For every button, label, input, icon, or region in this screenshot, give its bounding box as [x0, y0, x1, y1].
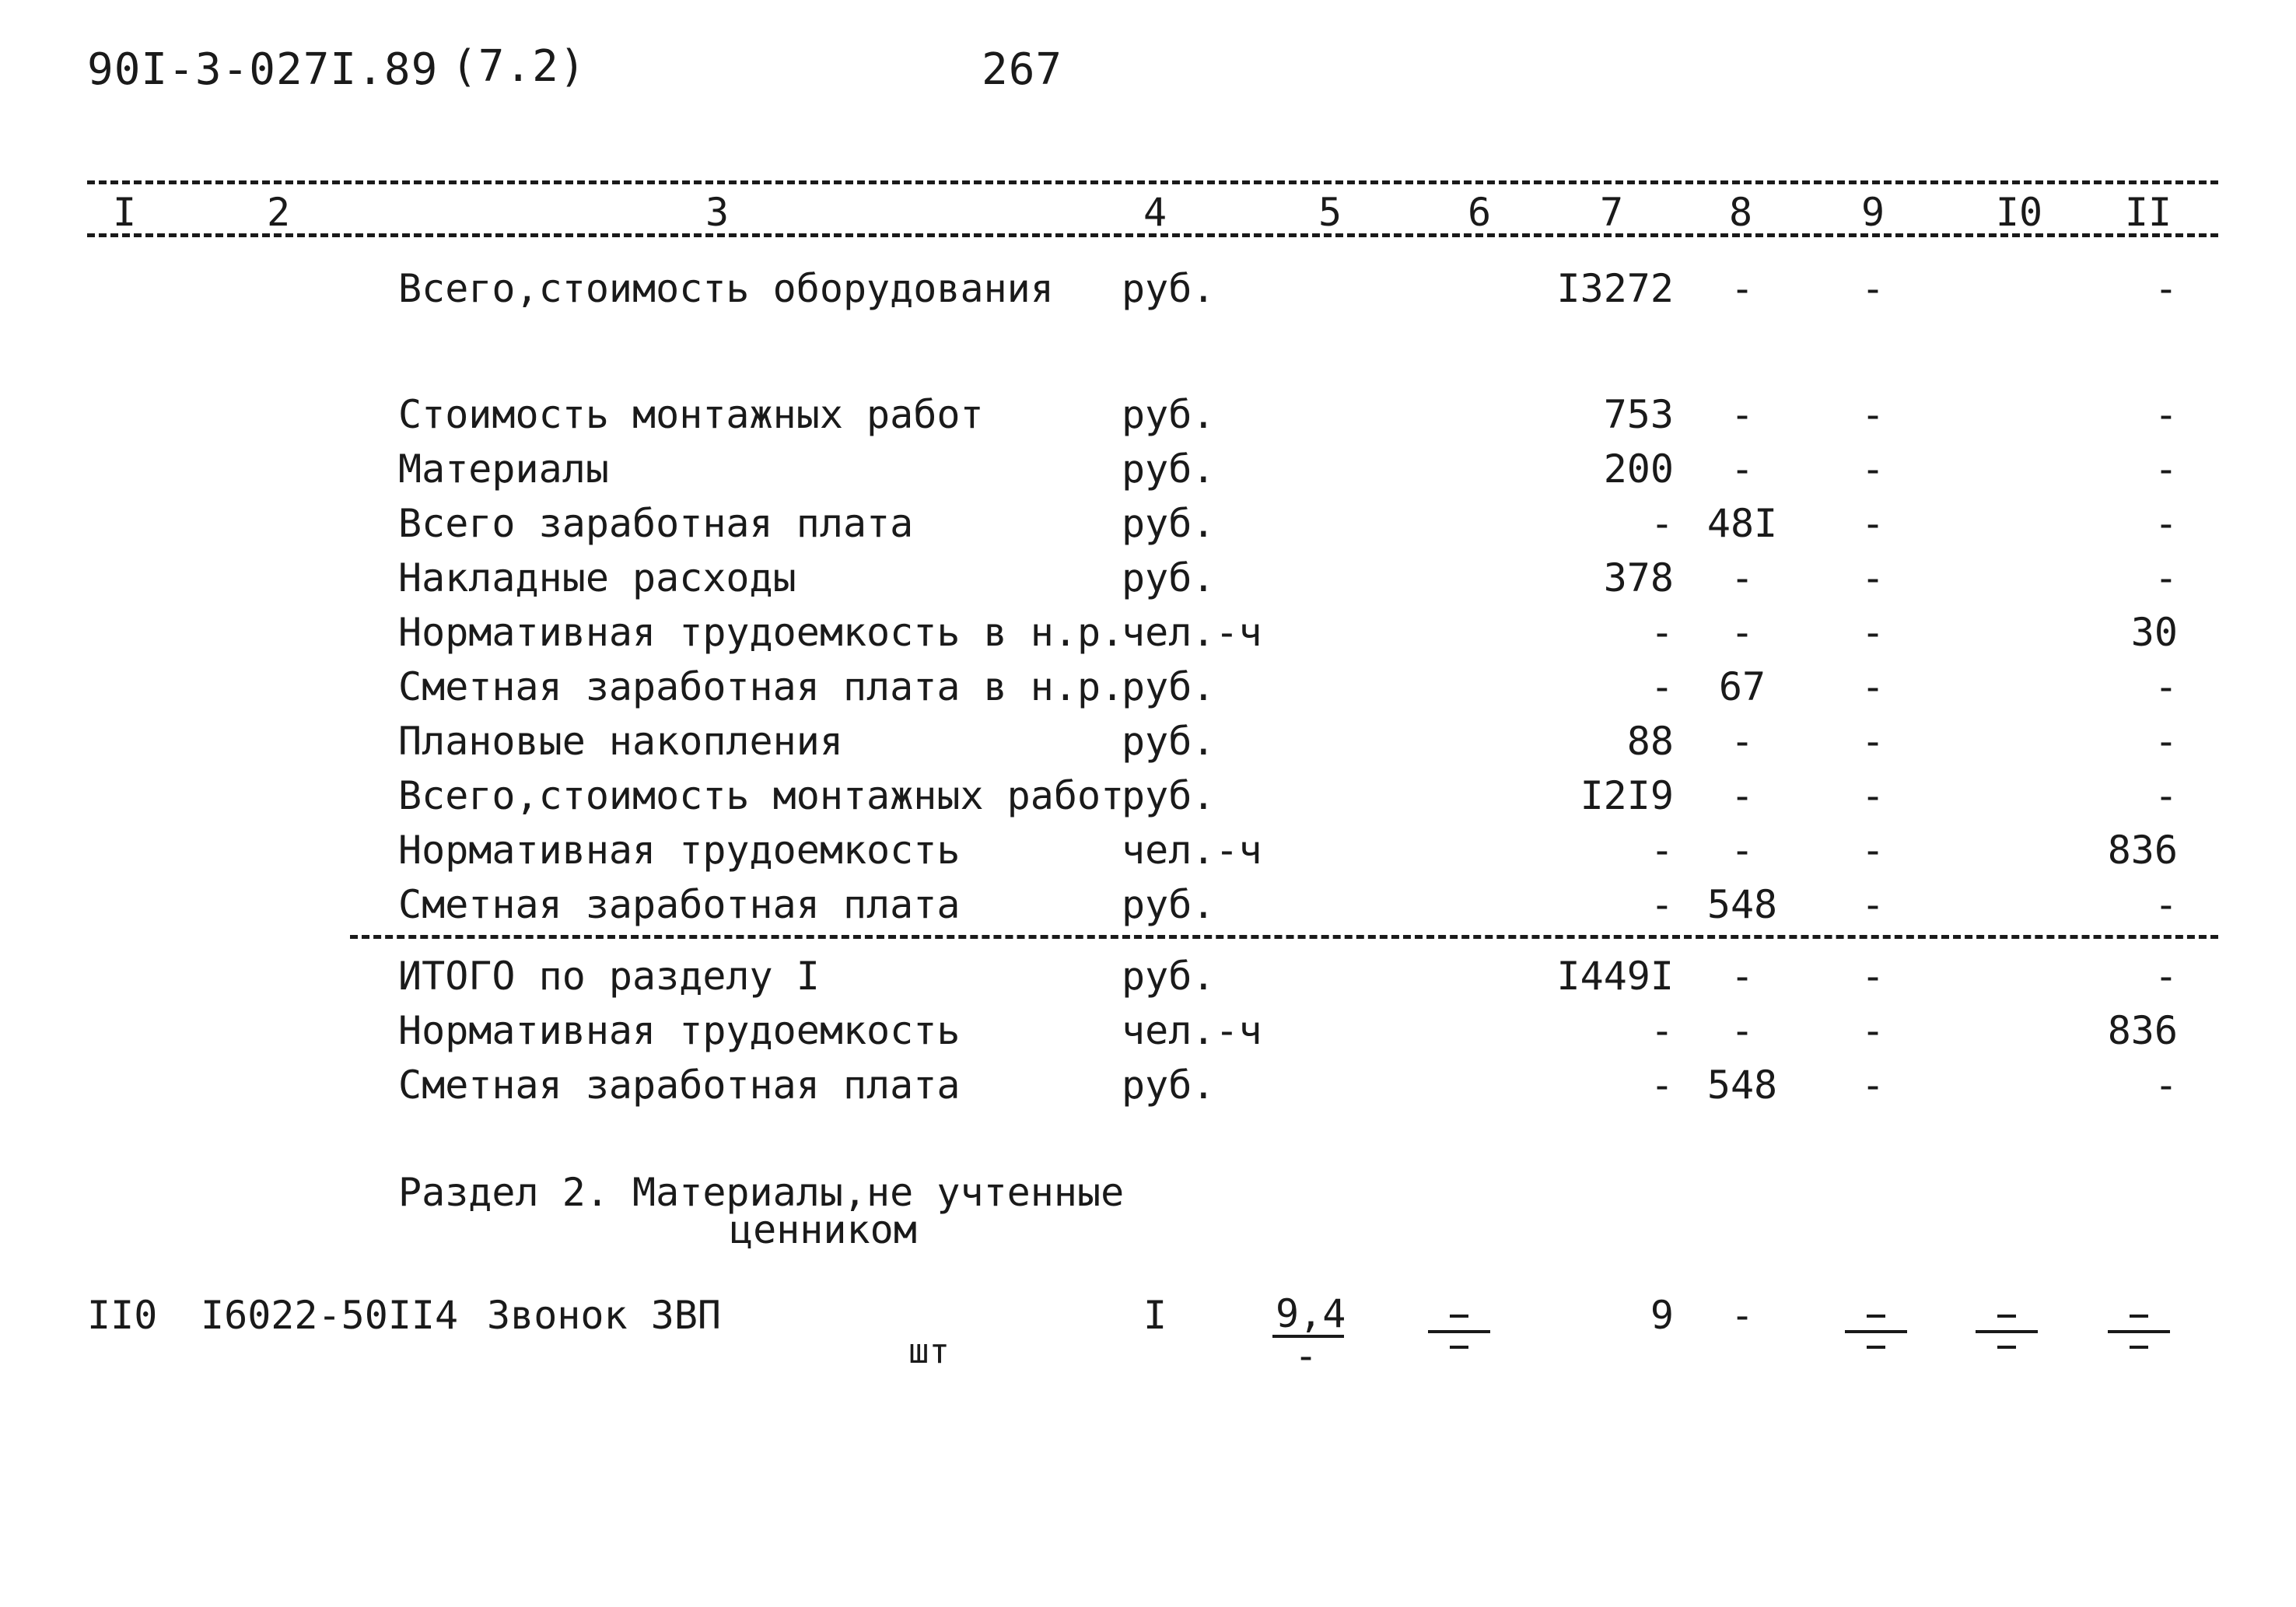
row-unit: руб. — [1122, 266, 1216, 311]
row-col11: - — [2154, 773, 2178, 818]
row-col8: - — [1730, 773, 1755, 818]
row-label: Всего,стоимость монтажных работ — [398, 773, 1125, 818]
row-col9: - — [1860, 501, 1885, 546]
document-code: 90I-3-027I.89 — [87, 44, 439, 95]
item-name: Звонок ЗВП — [487, 1293, 722, 1338]
row-col11: - — [2154, 501, 2178, 546]
item-price-below: - — [1294, 1333, 1318, 1378]
row-label: Плановые накопления — [398, 719, 843, 764]
row-col8: - — [1730, 392, 1755, 437]
row-col8: - — [1730, 719, 1755, 764]
row-col8: - — [1730, 954, 1755, 999]
document-section: (7.2) — [451, 41, 586, 92]
row-col11: 30 — [2130, 610, 2178, 655]
row-col11: - — [2154, 1063, 2178, 1108]
row-label: Нормативная трудоемкость — [398, 828, 961, 873]
row-unit: руб. — [1122, 501, 1216, 546]
item-code: I6022-50II4 — [201, 1293, 459, 1338]
row-label: Сметная заработная плата — [398, 1063, 961, 1108]
item-col7: 9 — [1650, 1293, 1674, 1338]
row-unit: руб. — [1122, 446, 1216, 492]
col-header-10: I0 — [1995, 190, 2043, 235]
row-unit: руб. — [1122, 954, 1216, 999]
row-col7: 378 — [1603, 555, 1674, 600]
row-col9: - — [1860, 773, 1885, 818]
row-unit: чел.-ч — [1122, 610, 1262, 655]
row-label: Накладные расходы — [398, 555, 796, 600]
row-label: Сметная заработная плата в н.р. — [398, 664, 1125, 709]
row-col8: - — [1730, 1008, 1755, 1053]
col-header-3: 3 — [705, 190, 730, 235]
row-label: Всего заработная плата — [398, 501, 914, 546]
row-col11: - — [2154, 446, 2178, 492]
row-col11: - — [2154, 882, 2178, 927]
total-separator-rule — [350, 935, 2218, 939]
col-header-9: 9 — [1860, 190, 1885, 235]
row-label: Нормативная трудоемкость в н.р. — [398, 610, 1125, 655]
row-col9: - — [1860, 1063, 1885, 1108]
row-unit: руб. — [1122, 882, 1216, 927]
row-label: Всего,стоимость оборудования — [398, 266, 1054, 311]
row-col11: - — [2154, 392, 2178, 437]
row-col7: I2I9 — [1580, 773, 1674, 818]
row-col9: - — [1860, 1008, 1885, 1053]
row-col7: - — [1650, 610, 1674, 655]
section-2-title-cont: ценником — [730, 1207, 917, 1252]
row-col7: - — [1650, 882, 1674, 927]
row-col9: - — [1860, 266, 1885, 311]
col-header-1: I — [112, 190, 137, 235]
page-number: 267 — [982, 44, 1063, 95]
row-col9: - — [1860, 664, 1885, 709]
col-header-8: 8 — [1728, 190, 1753, 235]
header-top-rule — [87, 180, 2218, 184]
row-col7: I3272 — [1556, 266, 1674, 311]
row-unit: руб. — [1122, 1063, 1216, 1108]
row-label: Материалы — [398, 446, 609, 492]
row-col7: - — [1650, 1008, 1674, 1053]
row-col8: 48I — [1706, 501, 1778, 546]
item-qty: I — [1143, 1293, 1167, 1338]
row-col11: - — [2154, 664, 2178, 709]
row-col9: - — [1860, 882, 1885, 927]
item-number: II0 — [87, 1293, 158, 1338]
row-unit: руб. — [1122, 664, 1216, 709]
col-header-4: 4 — [1143, 190, 1167, 235]
row-col9: - — [1860, 392, 1885, 437]
row-col9: - — [1860, 828, 1885, 873]
row-col9: - — [1860, 954, 1885, 999]
row-unit: руб. — [1122, 555, 1216, 600]
row-col9: - — [1860, 610, 1885, 655]
row-col7: 88 — [1626, 719, 1674, 764]
row-col7: I449I — [1556, 954, 1674, 999]
row-col8: - — [1730, 266, 1755, 311]
row-col8: - — [1730, 828, 1755, 873]
row-unit: чел.-ч — [1122, 828, 1262, 873]
row-col9: - — [1860, 446, 1885, 492]
row-unit: руб. — [1122, 392, 1216, 437]
row-col11: - — [2154, 719, 2178, 764]
row-col7: - — [1650, 664, 1674, 709]
row-col11: 836 — [2107, 828, 2178, 873]
col-header-11: II — [2124, 190, 2172, 235]
col-header-7: 7 — [1599, 190, 1624, 235]
item-unit: шт — [908, 1332, 950, 1371]
row-col7: - — [1650, 1063, 1674, 1108]
col-header-5: 5 — [1318, 190, 1342, 235]
row-label: ИТОГО по разделу I — [398, 954, 820, 999]
row-col7: 200 — [1603, 446, 1674, 492]
row-col9: - — [1860, 719, 1885, 764]
row-label: Сметная заработная плата — [398, 882, 961, 927]
row-col7: 753 — [1603, 392, 1674, 437]
row-col8: 548 — [1706, 1063, 1778, 1108]
item-col8: - — [1730, 1293, 1755, 1338]
row-unit: руб. — [1122, 773, 1216, 818]
row-label: Нормативная трудоемкость — [398, 1008, 961, 1053]
section-2-title: Раздел 2. Материалы,не учтенные — [398, 1170, 1125, 1215]
row-col11: - — [2154, 954, 2178, 999]
item-price: 9,4 — [1276, 1291, 1346, 1336]
row-unit: руб. — [1122, 719, 1216, 764]
row-col8: - — [1730, 610, 1755, 655]
row-col7: - — [1650, 828, 1674, 873]
row-label: Стоимость монтажных работ — [398, 392, 984, 437]
row-col8: - — [1730, 555, 1755, 600]
row-col7: - — [1650, 501, 1674, 546]
row-unit: чел.-ч — [1122, 1008, 1262, 1053]
row-col11: - — [2154, 555, 2178, 600]
row-col11: 836 — [2107, 1008, 2178, 1053]
row-col8: 548 — [1706, 882, 1778, 927]
row-col11: - — [2154, 266, 2178, 311]
col-header-2: 2 — [266, 190, 291, 235]
row-col8: 67 — [1718, 664, 1766, 709]
col-header-6: 6 — [1467, 190, 1492, 235]
row-col9: - — [1860, 555, 1885, 600]
row-col8: - — [1730, 446, 1755, 492]
